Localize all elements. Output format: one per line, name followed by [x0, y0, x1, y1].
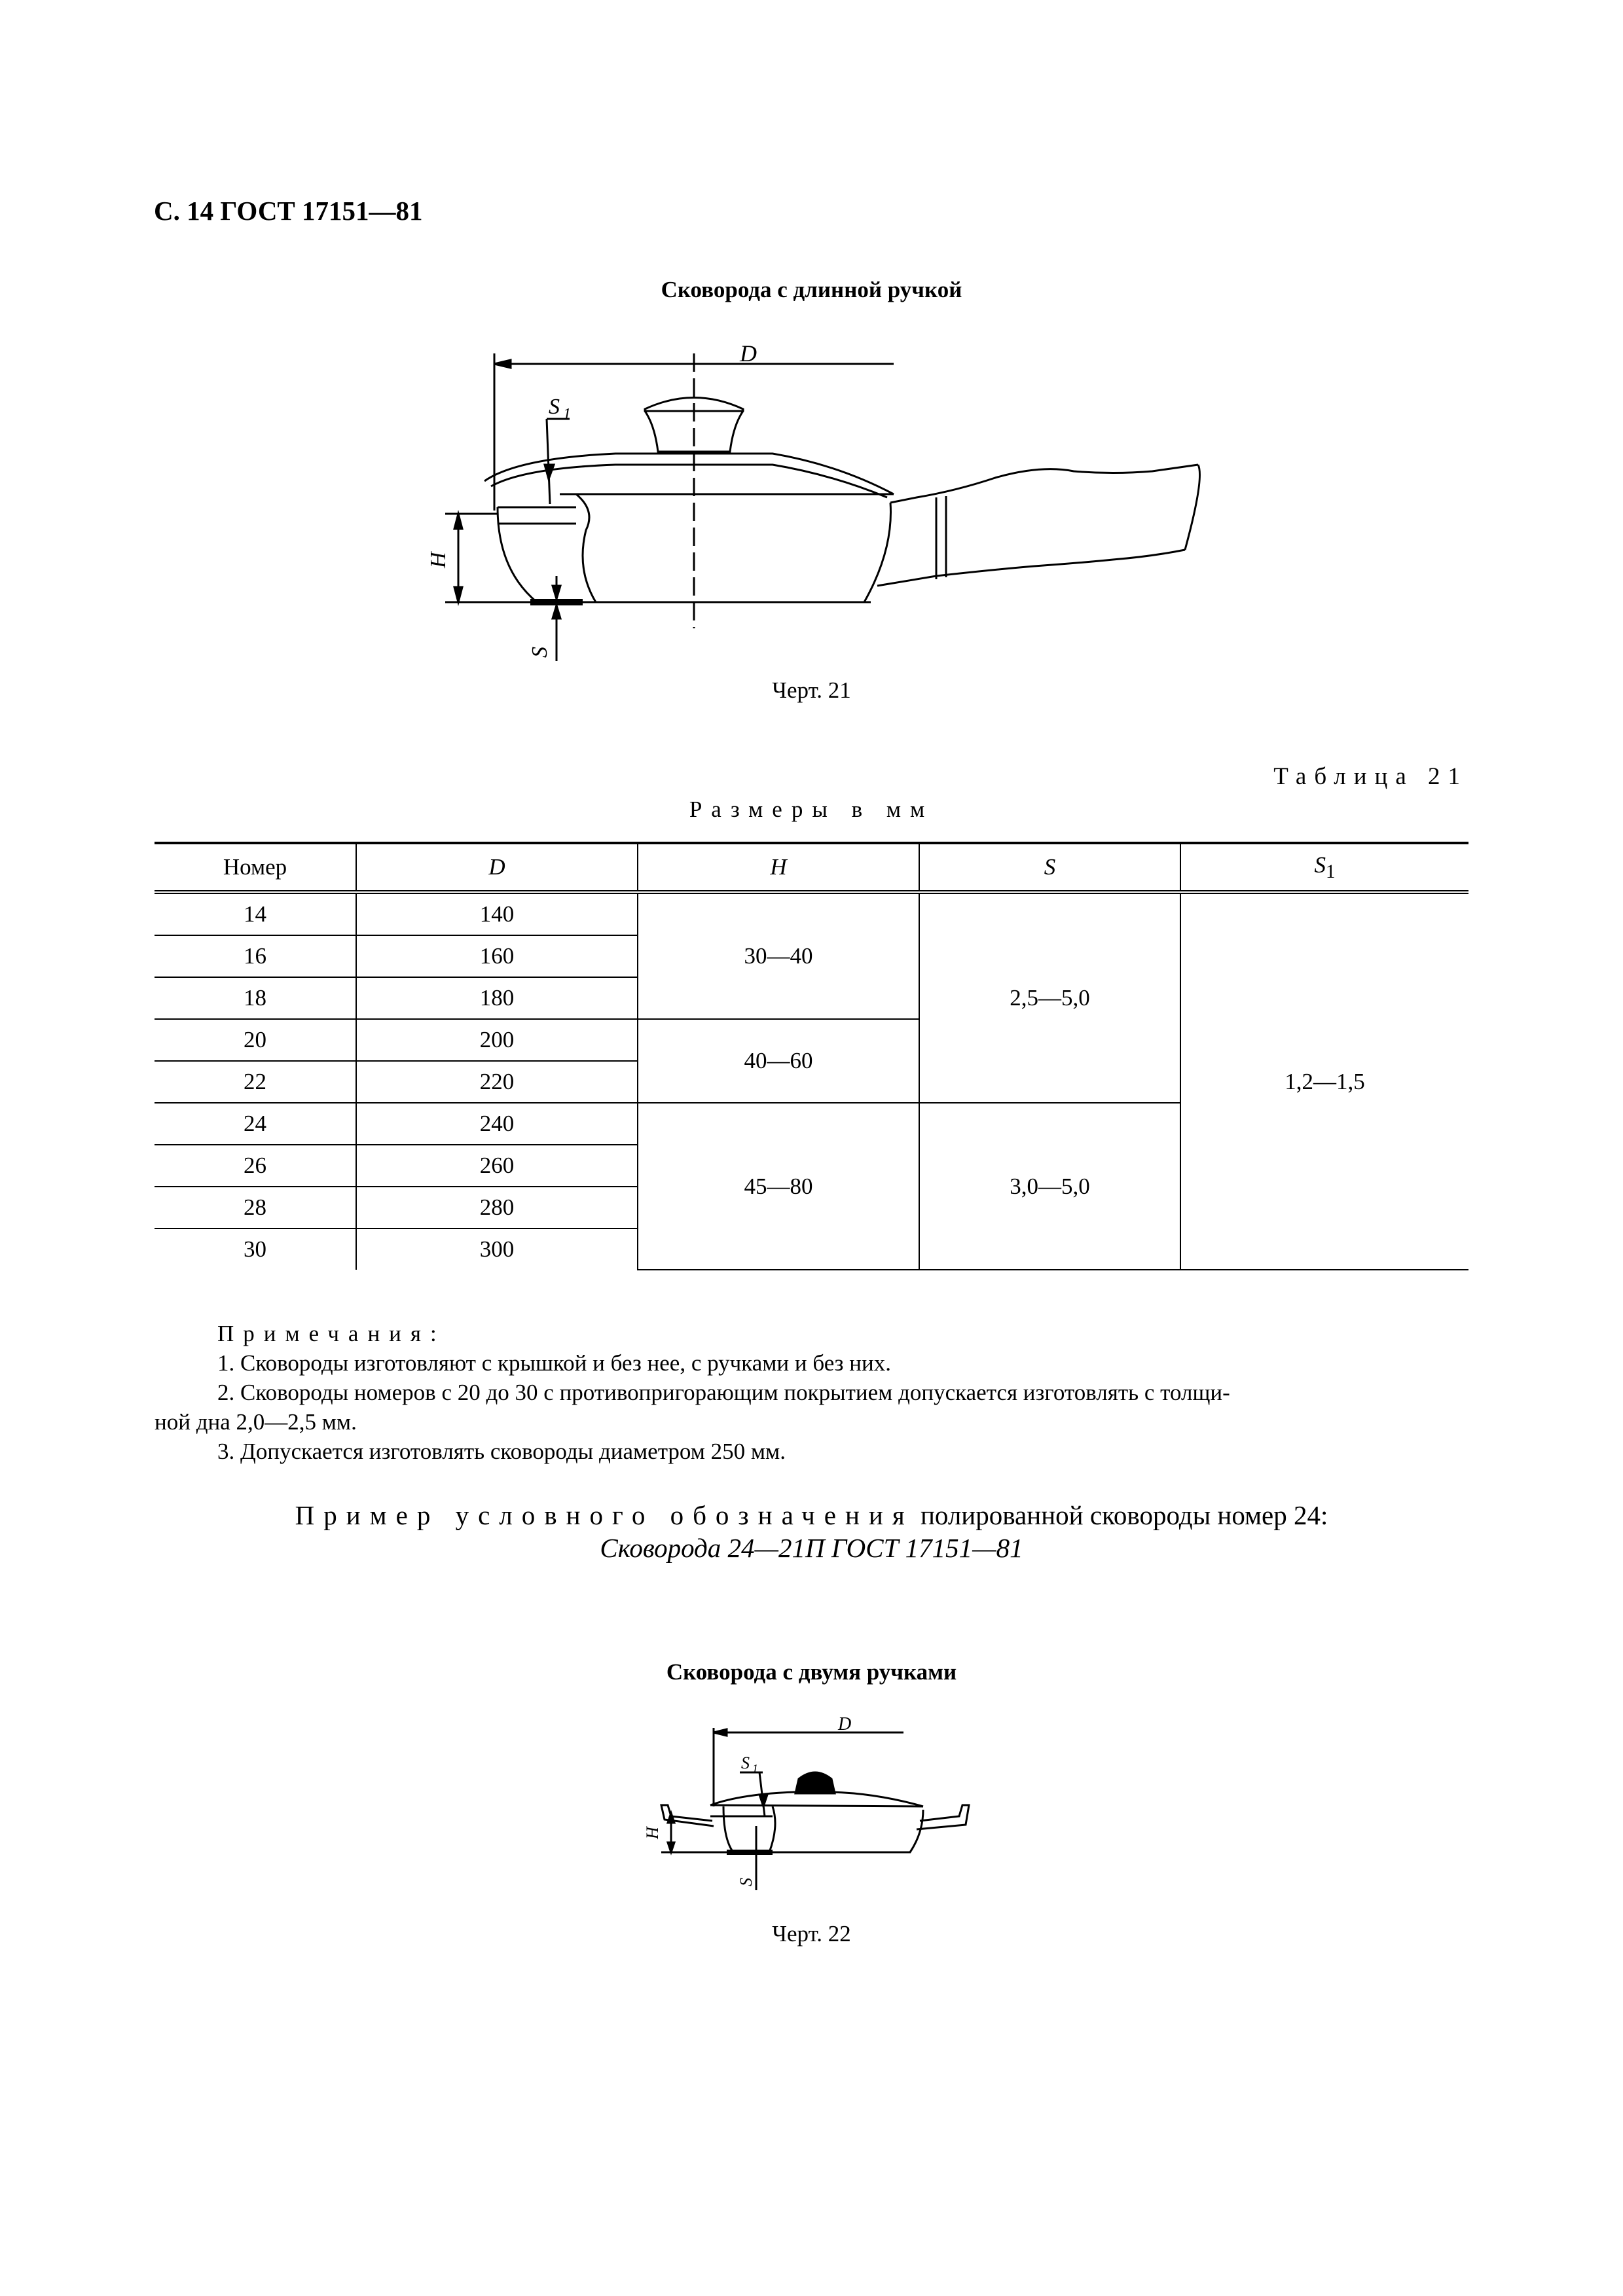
cell-D: 160 — [356, 935, 638, 977]
cell-number: 20 — [155, 1019, 356, 1061]
example-lead: Пример условного обозначения — [295, 1500, 914, 1530]
figure2-label-S1: S — [741, 1753, 750, 1772]
cell-number: 30 — [155, 1229, 356, 1270]
figure2-label-D: D — [838, 1714, 852, 1734]
cell-D: 180 — [356, 977, 638, 1019]
notes-title: Примечания: — [217, 1321, 446, 1346]
header-number: Номер — [155, 843, 356, 892]
cell-D: 300 — [356, 1229, 638, 1270]
cell-H: 30—40 — [638, 892, 919, 1019]
table-row — [155, 892, 1468, 935]
cell-D: 200 — [356, 1019, 638, 1061]
cell-S: 2,5—5,0 — [919, 892, 1180, 1103]
cell-number: 28 — [155, 1187, 356, 1229]
figure2-caption: Черт. 22 — [772, 1921, 851, 1946]
figure2-label-S: S — [737, 1878, 756, 1886]
figure1-label-S1: S — [549, 395, 560, 419]
figure1-label-S1-sub: 1 — [563, 406, 571, 423]
example-rest: полированной сковороды номер 24: — [913, 1500, 1328, 1530]
designation-example — [155, 1499, 1468, 1564]
figure2-drawing — [635, 1708, 989, 1898]
header-H: H — [638, 843, 919, 892]
cell-number: 22 — [155, 1061, 356, 1103]
cell-D: 280 — [356, 1187, 638, 1229]
cell-number: 14 — [155, 892, 356, 935]
cell-H: 40—60 — [638, 1019, 919, 1103]
table-units: Размеры в мм — [689, 797, 934, 822]
note-item: 1. Сковороды изготовляют с крышкой и без нее, с ручками и без них. — [217, 1350, 891, 1376]
cell-number: 26 — [155, 1145, 356, 1187]
cell-number: 16 — [155, 935, 356, 977]
example-designation: Сковорода 24—21П ГОСТ 17151—81 — [600, 1533, 1023, 1563]
header-D: D — [356, 843, 638, 892]
figure2-label-H: H — [643, 1827, 662, 1839]
figure1-caption: Черт. 21 — [772, 677, 851, 703]
figure1-title: Сковорода с длинной ручкой — [661, 277, 962, 302]
cell-H: 45—80 — [638, 1103, 919, 1270]
cell-number: 18 — [155, 977, 356, 1019]
header-S1: $S_1$ — [1180, 843, 1468, 892]
figure1-drawing — [419, 334, 1270, 674]
cell-D: 140 — [356, 892, 638, 935]
note-item: 2. Сковороды номеров с 20 до 30 с противопригорающим покрытием допускается изготовлять с толщи- — [217, 1380, 1230, 1405]
page-header: С. 14 ГОСТ 17151—81 — [154, 196, 423, 226]
note-item: ной дна 2,0—2,5 мм. — [155, 1409, 357, 1435]
notes — [155, 1319, 1468, 1466]
figure1-label-S: S — [528, 647, 552, 658]
note-item: 3. Допускается изготовлять сковороды диаметром 250 мм. — [217, 1439, 786, 1464]
figure2-label-S1-sub: 1 — [752, 1762, 758, 1775]
figure1-label-H: H — [426, 552, 450, 568]
cell-D: 220 — [356, 1061, 638, 1103]
cell-D: 260 — [356, 1145, 638, 1187]
dimensions-table — [155, 842, 1468, 1270]
figure2-title: Сковорода с двумя ручками — [666, 1659, 957, 1685]
figure1-label-D: D — [740, 340, 757, 367]
cell-S: 3,0—5,0 — [919, 1103, 1180, 1270]
cell-number: 24 — [155, 1103, 356, 1145]
table-title: Таблица 21 — [1273, 763, 1468, 790]
header-S: S — [919, 843, 1180, 892]
cell-S1: 1,2—1,5 — [1180, 892, 1468, 1270]
cell-D: 240 — [356, 1103, 638, 1145]
